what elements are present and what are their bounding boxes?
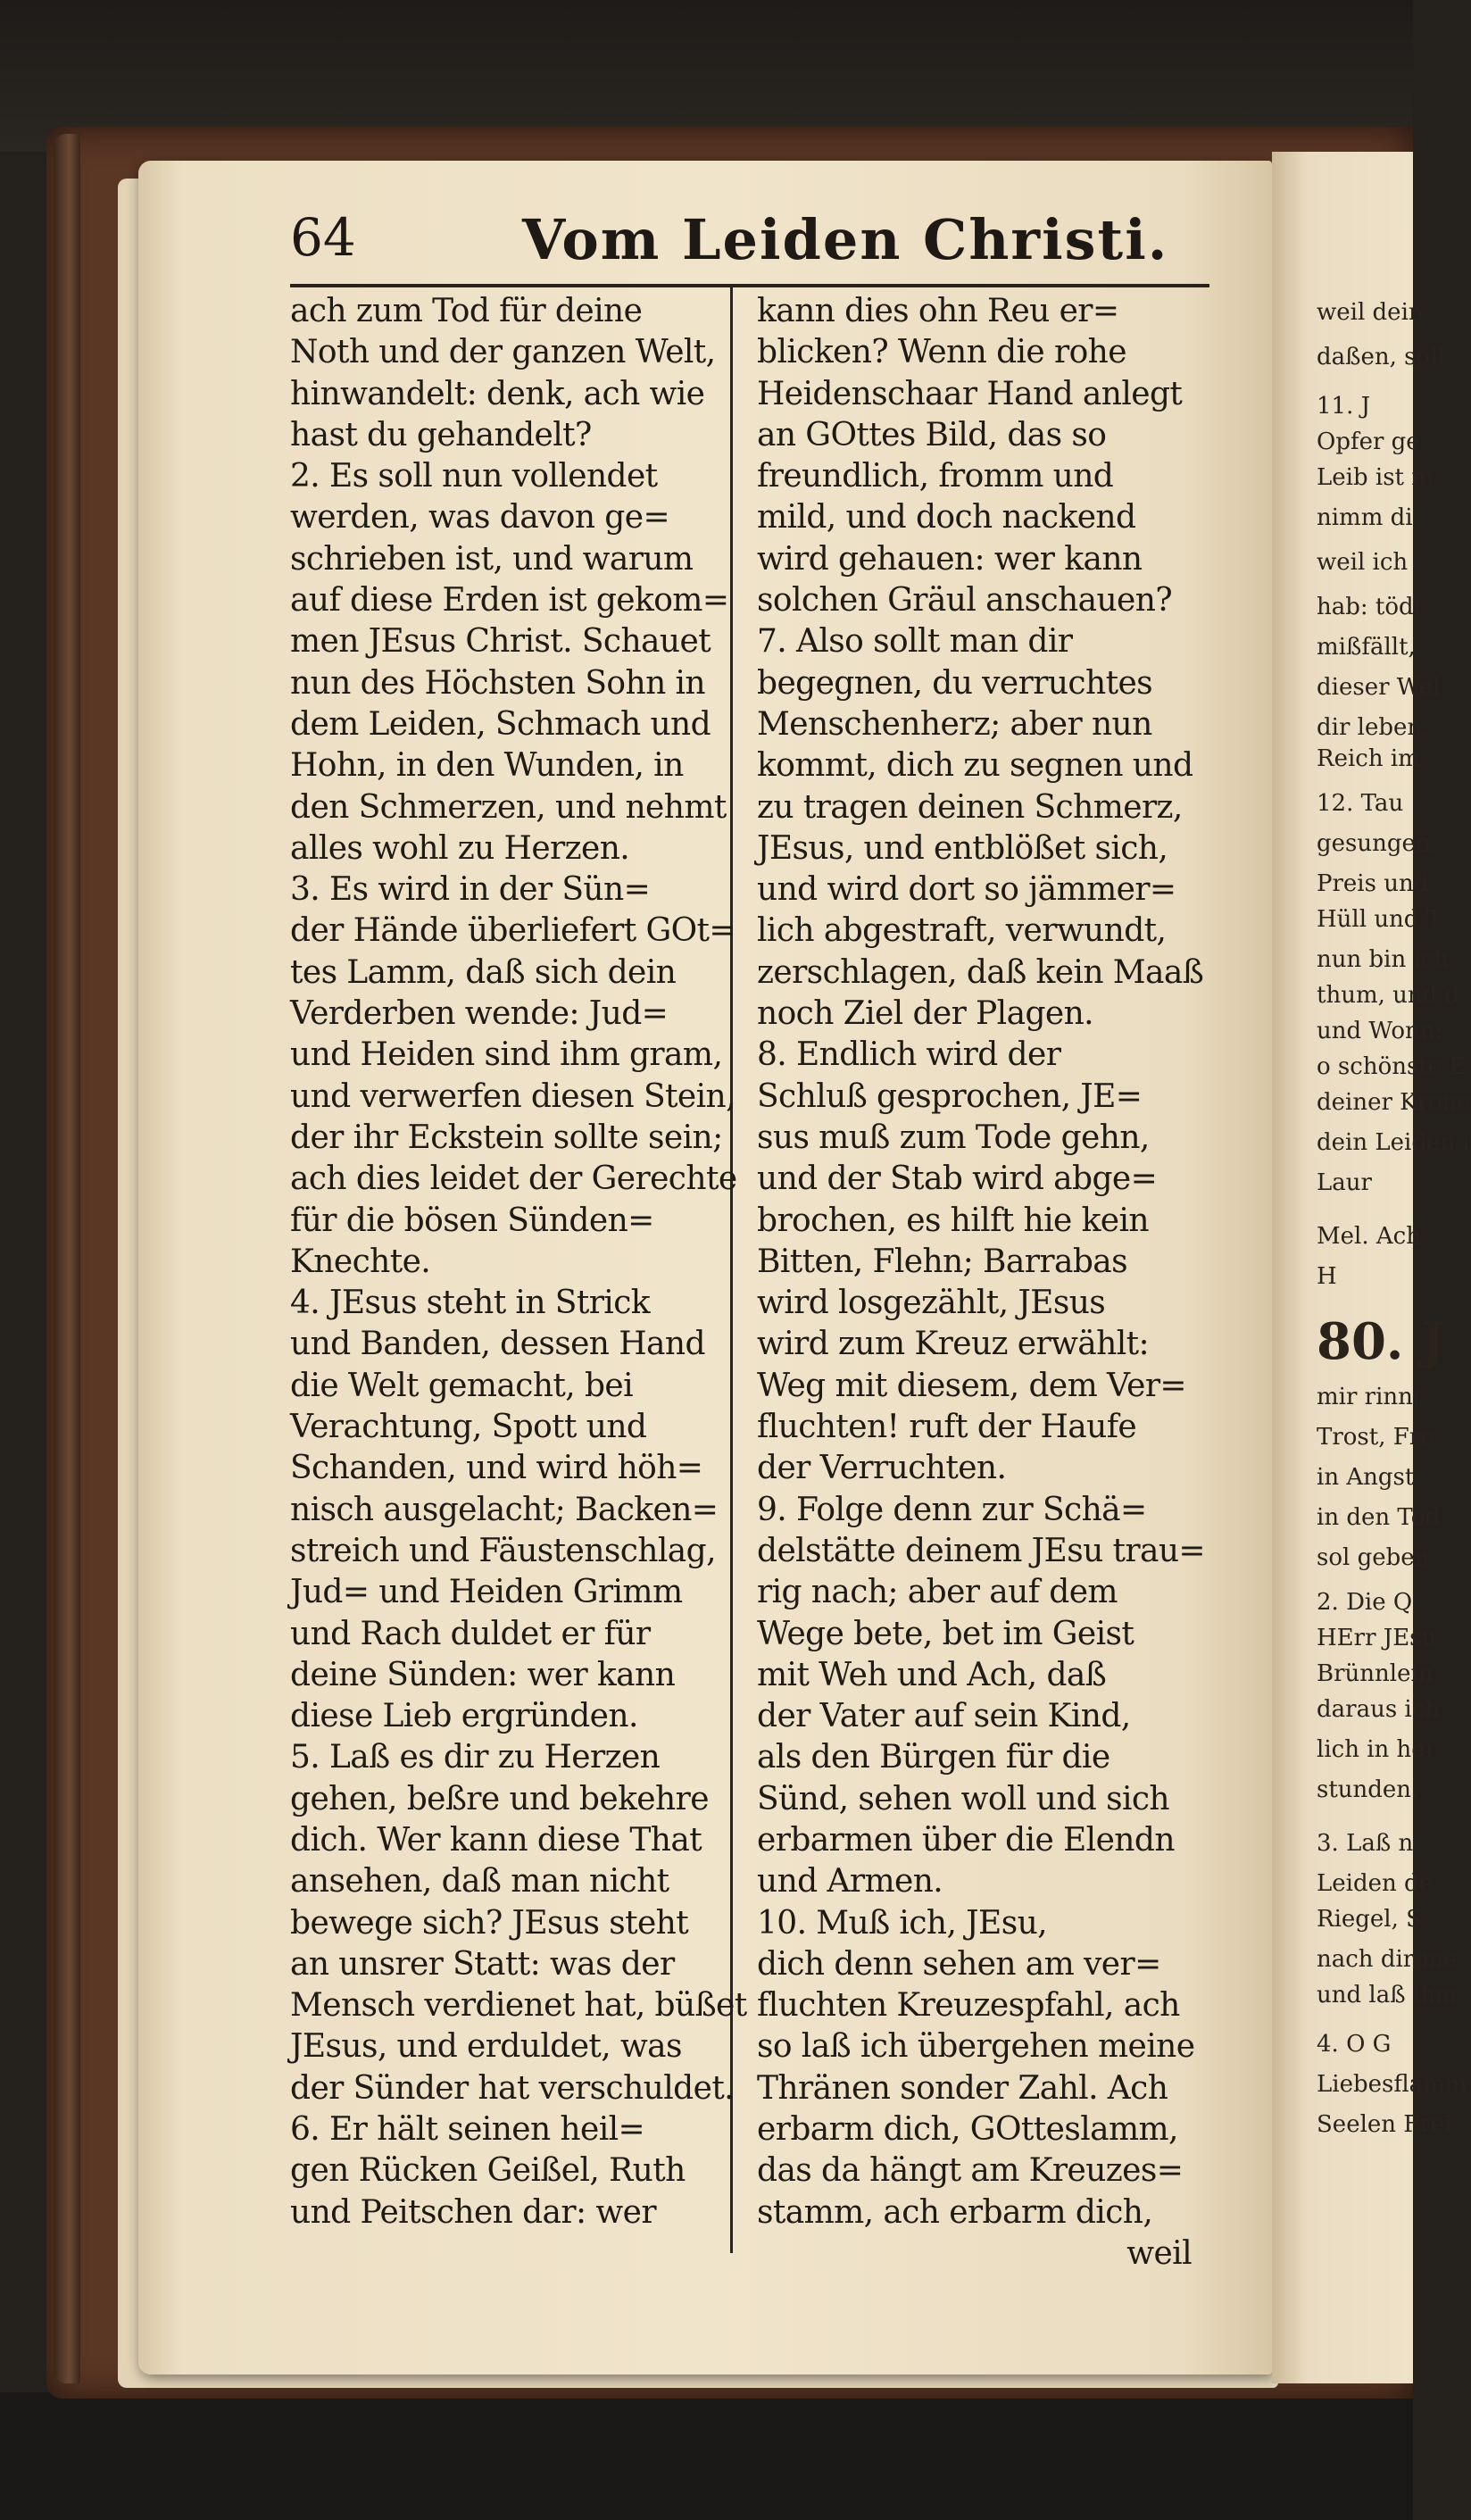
text-line: die Welt gemacht, bei <box>290 1367 634 1404</box>
text-line: als den Bürgen für die <box>757 1739 1110 1776</box>
text-line: den Schmerzen, und nehmt <box>290 788 727 826</box>
facing-text-line: dieser Wel <box>1317 674 1441 701</box>
facing-text-line: nimm di <box>1317 504 1413 531</box>
facing-text-line: Liebesflamm <box>1317 2071 1467 2098</box>
facing-text-line: nach dir me <box>1317 1946 1458 1973</box>
text-line: der Hände überliefert GOt= <box>290 912 736 950</box>
backdrop-bottom <box>0 2392 1413 2520</box>
facing-text-line: gesungen, <box>1317 830 1438 857</box>
facing-text-line: deiner Krone <box>1317 1089 1471 1116</box>
text-line: Schanden, und wird höh= <box>290 1450 703 1487</box>
facing-text-line: daraus ich <box>1317 1696 1441 1723</box>
text-line: gen Rücken Geißel, Ruth <box>290 2152 686 2190</box>
text-line: für die bösen Sünden= <box>290 1202 654 1239</box>
facing-text-line: thum, und d <box>1317 982 1460 1009</box>
running-title: Vom Leiden Christi. <box>522 207 1169 272</box>
text-line: der Sünder hat verschuldet. <box>290 2069 735 2107</box>
text-line: dich denn sehen am ver= <box>757 1945 1161 1983</box>
text-line: fluchten Kreuzespfahl, ach <box>757 1987 1180 2025</box>
facing-text-line: HErr JEsu <box>1317 1625 1437 1651</box>
text-line: und verwerfen diesen Stein, <box>290 1077 736 1115</box>
text-line: und Rach duldet er für <box>290 1615 651 1652</box>
text-line: kommt, dich zu segnen und <box>757 747 1193 785</box>
text-line: 7. Also sollt man dir <box>757 623 1073 661</box>
text-line: hinwandelt: denk, ach wie <box>290 375 705 412</box>
facing-text-line: Opfer ge <box>1317 428 1420 455</box>
text-line: erbarm dich, GOtteslamm, <box>757 2111 1178 2149</box>
text-line: hast du gehandelt? <box>290 416 592 453</box>
facing-text-line: und Wonn: <box>1317 1018 1443 1044</box>
text-line: Wege bete, bet im Geist <box>757 1615 1134 1652</box>
text-line: ach dies leidet der Gerechte <box>290 1160 737 1198</box>
facing-text-line: 11. J <box>1317 393 1371 420</box>
text-line: Menschenherz; aber nun <box>757 705 1152 743</box>
facing-text-line: Trost, Fre <box>1317 1424 1434 1451</box>
text-line: auf diese Erden ist gekom= <box>290 582 729 620</box>
text-line: dich. Wer kann diese That <box>290 1821 702 1859</box>
text-line: Sünd, sehen woll und sich <box>757 1780 1170 1817</box>
text-line: das da hängt am Kreuzes= <box>757 2152 1184 2190</box>
facing-text-line: o schönste E <box>1317 1053 1467 1080</box>
text-line: solchen Gräul anschauen? <box>757 582 1173 620</box>
page-number: 64 <box>290 207 356 268</box>
facing-text-line: in den Tod <box>1317 1504 1440 1531</box>
facing-text-line: stunden. <box>1317 1776 1419 1803</box>
facing-text-line: daßen, soll <box>1317 344 1445 370</box>
facing-text-line: 80. J <box>1317 1312 1445 1371</box>
page-header <box>290 207 1209 279</box>
text-line: fluchten! ruft der Haufe <box>757 1409 1137 1446</box>
text-line: weil <box>1126 2234 1192 2272</box>
facing-text-line: Brünnlein <box>1317 1660 1434 1687</box>
facing-text-line: Leib ist m <box>1317 464 1434 491</box>
text-line: 10. Muß ich, JEsu, <box>757 1904 1047 1942</box>
facing-text-line: in Angst <box>1317 1464 1415 1491</box>
facing-text-line: weil ich <box>1317 549 1409 576</box>
text-line: Weg mit diesem, dem Ver= <box>757 1367 1186 1404</box>
text-line: nisch ausgelacht; Backen= <box>290 1491 719 1528</box>
text-column-right <box>757 291 1205 2275</box>
text-line: 2. Es soll nun vollendet <box>290 458 658 495</box>
facing-text-line: und laß ihm <box>1317 1982 1458 2009</box>
text-line: begegnen, du verruchtes <box>757 664 1153 702</box>
text-line: delstätte deinem JEsu trau= <box>757 1532 1205 1569</box>
facing-text-line: lich in hei <box>1317 1736 1433 1763</box>
text-line: so laß ich übergehen meine <box>757 2028 1195 2066</box>
text-line: an unsrer Statt: was der <box>290 1945 675 1983</box>
text-line: bewege sich? JEsus steht <box>290 1904 689 1942</box>
text-line: ach zum Tod für deine <box>290 293 643 329</box>
text-line: 9. Folge denn zur Schä= <box>757 1491 1147 1528</box>
text-line: zu tragen deinen Schmerz, <box>757 788 1183 826</box>
text-line: und Armen. <box>757 1863 943 1900</box>
text-line: der Verruchten. <box>757 1450 1007 1487</box>
facing-text-line: 12. Tau <box>1317 790 1404 817</box>
text-line: Thränen sonder Zahl. Ach <box>757 2069 1168 2107</box>
text-line: mit Weh und Ach, daß <box>757 1656 1107 1693</box>
text-line: und Heiden sind ihm gram, <box>290 1036 723 1074</box>
text-line: men JEsus Christ. Schauet <box>290 623 711 661</box>
facing-text-line: 3. Laß n <box>1317 1830 1414 1857</box>
text-line: stamm, ach erbarm dich, <box>757 2193 1153 2231</box>
facing-text-line: Leiden de <box>1317 1870 1434 1897</box>
facing-text-line: H <box>1317 1263 1337 1290</box>
facing-text-line: Laur <box>1317 1169 1372 1196</box>
text-line: JEsus, und entblößet sich, <box>757 829 1168 867</box>
facing-text-line: Mel. Ach <box>1317 1223 1421 1250</box>
text-line: nun des Höchsten Sohn in <box>290 664 706 702</box>
text-line: sus muß zum Tode gehn, <box>757 1119 1150 1156</box>
text-line: 6. Er hält seinen heil= <box>290 2111 645 2149</box>
text-line: an GOttes Bild, das so <box>757 416 1107 453</box>
text-line: rig nach; aber auf dem <box>757 1574 1118 1611</box>
facing-text-line: Reich im <box>1317 745 1420 772</box>
facing-text-line: dein Leiden i <box>1317 1129 1470 1156</box>
facing-text-line: nun bin ich <box>1317 946 1450 973</box>
text-line: Schluß gesprochen, JE= <box>757 1077 1143 1115</box>
text-column-left <box>290 291 747 2233</box>
text-line: kann dies ohn Reu er= <box>757 293 1119 329</box>
facing-text-line: Hüll und T <box>1317 906 1442 933</box>
text-line: zerschlagen, daß kein Maaß <box>757 953 1204 991</box>
text-line: Knechte. <box>290 1243 431 1280</box>
text-line: 8. Endlich wird der <box>757 1036 1061 1074</box>
text-line: erbarmen über die Elendn <box>757 1821 1175 1859</box>
facing-text-line: 4. O G <box>1317 2031 1392 2058</box>
text-line: der ihr Eckstein sollte sein; <box>290 1119 723 1156</box>
text-line: werden, was davon ge= <box>290 499 670 536</box>
text-line: blicken? Wenn die rohe <box>757 334 1126 371</box>
text-line: Hohn, in den Wunden, in <box>290 747 684 785</box>
text-line: Verderben wende: Jud= <box>290 995 669 1033</box>
text-line: gehen, beßre und bekehre <box>290 1780 709 1817</box>
text-line: Jud= und Heiden Grimm <box>290 1574 683 1611</box>
text-line: brochen, es hilft hie kein <box>757 1202 1149 1239</box>
text-line: tes Lamm, daß sich dein <box>290 953 677 991</box>
facing-text-line: hab: tödt <box>1317 594 1424 620</box>
text-line: und Peitschen dar: wer <box>290 2193 656 2231</box>
facing-page-edge <box>1272 152 1471 2383</box>
text-line: Heidenschaar Hand anlegt <box>757 375 1183 412</box>
facing-text-line: dir leben, <box>1317 714 1430 741</box>
text-line: 4. JEsus steht in Strick <box>290 1285 650 1322</box>
text-line: schrieben ist, und warum <box>290 540 694 578</box>
facing-text-line: Seelen Frei <box>1317 2111 1452 2138</box>
text-line: und wird dort so jämmer= <box>757 871 1176 909</box>
facing-text-line: sol geben. <box>1317 1544 1437 1571</box>
text-line: streich und Fäustenschlag, <box>290 1532 716 1569</box>
text-line: 5. Laß es dir zu Herzen <box>290 1739 661 1776</box>
text-line: Mensch verdienet hat, büßet <box>290 1987 747 2025</box>
text-line: lich abgestraft, verwundt, <box>757 912 1167 950</box>
facing-text-line: mißfällt, <box>1317 634 1416 661</box>
text-line: diese Lieb ergründen. <box>290 1698 638 1735</box>
text-line: wird zum Kreuz erwählt: <box>757 1326 1150 1363</box>
facing-text-line: mir rinnt <box>1317 1384 1423 1410</box>
text-line: Noth und der ganzen Welt, <box>290 334 716 371</box>
text-line: JEsus, und erduldet, was <box>290 2028 682 2066</box>
text-line: wird gehauen: wer kann <box>757 540 1143 578</box>
text-line: noch Ziel der Plagen. <box>757 995 1094 1033</box>
text-line: freundlich, fromm und <box>757 458 1114 495</box>
facing-text-line: weil dein <box>1317 299 1424 326</box>
facing-text-line: Preis und <box>1317 870 1429 897</box>
facing-text-line: 2. Die Q <box>1317 1589 1413 1616</box>
book-spine-edge <box>54 134 80 2383</box>
text-line: mild, und doch nackend <box>757 499 1136 536</box>
text-line: und der Stab wird abge= <box>757 1160 1158 1198</box>
text-line: und Banden, dessen Hand <box>290 1326 705 1363</box>
text-line: deine Sünden: wer kann <box>290 1656 676 1693</box>
text-line: ansehen, daß man nicht <box>290 1863 669 1900</box>
text-line: dem Leiden, Schmach und <box>290 705 711 743</box>
facing-text-line: Riegel, S <box>1317 1906 1422 1933</box>
header-rule <box>290 284 1209 287</box>
text-line: Verachtung, Spott und <box>290 1409 647 1446</box>
text-line: Bitten, Flehn; Barrabas <box>757 1243 1128 1280</box>
text-line: wird losgezählt, JEsus <box>757 1285 1106 1322</box>
text-line: 3. Es wird in der Sün= <box>290 871 651 909</box>
text-line: der Vater auf sein Kind, <box>757 1698 1131 1735</box>
text-line: alles wohl zu Herzen. <box>290 829 630 867</box>
